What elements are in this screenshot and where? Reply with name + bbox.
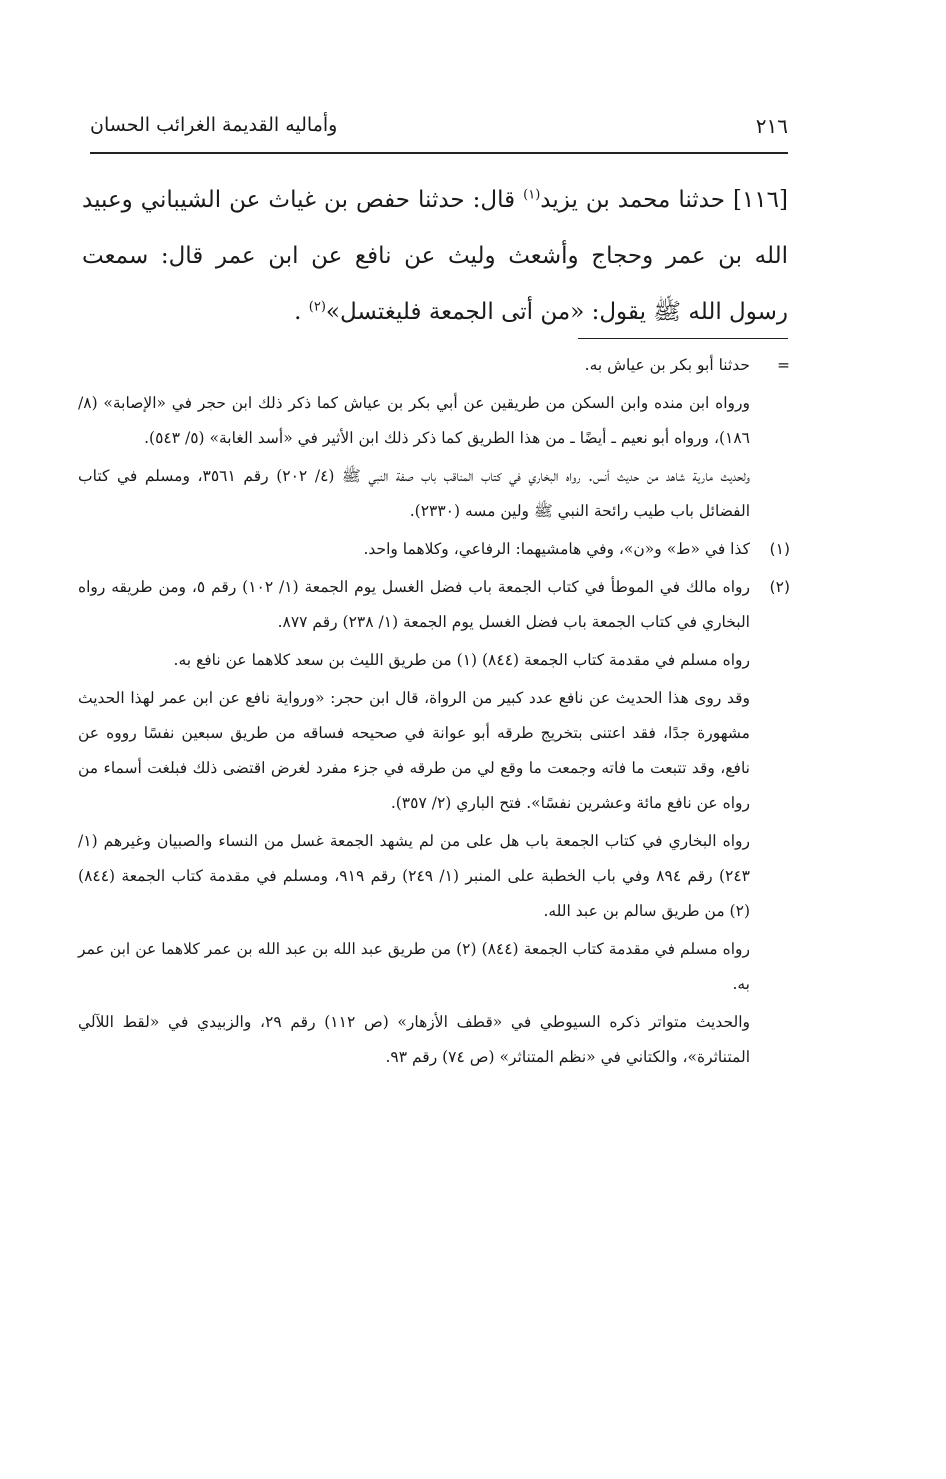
footnote-paragraph: رواه البخاري في كتاب الجمعة باب هل على من لم يشهد الجمعة غسل من النساء والصبيان وغيرهم (١/ ٢٤٣) رقم ٨٩٤ وفي باب الخطبة على المنبر (١/ ٢٤٩) رقم ٩١٩، ومسلم في مقدمة كتاب الجمعة (٨٤٤) (٢) من طريق سالم بن عبد الله.	[78, 832, 750, 920]
hadith-opening: [١١٦] حدثنا محمد بن يزيد	[540, 187, 788, 213]
footnote-paragraph: حدثنا أبو بكر بن عياش به.	[584, 356, 750, 374]
footnote-marker: (١)	[769, 540, 790, 558]
footnote-separator	[578, 338, 788, 339]
footnote-paragraph: رواه مسلم في مقدمة كتاب الجمعة (٨٤٤) (٢) من طريق عبد الله بن عبد الله بن عمر كلاهما عن ابن عمر به.	[78, 940, 750, 993]
footnote-paragraph: والحديث متواتر ذكره السيوطي في «قطف الأزهار» (ص ١١٢) رقم ٢٩، والزبيدي في «لقط اللآلي المتناثرة»، والكتاني في «نظم المتناثر» (ص ٧٤) رقم ٩٣.	[78, 1013, 751, 1066]
hadith-text	[82, 172, 788, 340]
continuation-marker: =	[777, 356, 790, 374]
footnote-paragraph: ولحديث مارية شاهد من حديث أنس. رواه البخاري في كتاب المناقب باب صفة النبي ﷺ (٤/ ٢٠٢) رقم ٣٥٦١، ومسلم في كتاب الفضائل باب طيب رائحة النبي ﷺ ولين مسه (٢٣٣٠).	[78, 467, 750, 520]
page-number: ٢١٦	[755, 114, 788, 138]
hadith-body: قال: حدثنا حفص بن غياث عن الشيباني وعبيد الله بن عمر وحجاج وأشعث وليث عن نافع عن ابن عمر قال: سمعت رسول الله ﷺ يقول: «من أتى الجمعة فليغتسل»	[82, 187, 788, 325]
footnote-ref-2: (٢)	[308, 299, 326, 315]
footnote-paragraph: رواه مسلم في مقدمة كتاب الجمعة (٨٤٤) (١) من طريق الليث بن سعد كلاهما عن نافع به.	[173, 651, 750, 669]
footnote-2	[78, 570, 790, 1075]
footnote-1	[78, 532, 790, 567]
running-title: وأماليه القديمة الغرائب الحسان	[90, 114, 338, 136]
page-header	[90, 112, 788, 154]
footnote-marker: (٢)	[769, 578, 790, 596]
footnote-ref-1: (١)	[523, 187, 541, 203]
footnote-continuation	[78, 348, 790, 529]
footnote-paragraph: ورواه ابن منده وابن السكن من طريقين عن أبي بكر بن عياش كما ذكر ذلك ابن حجر في «الإصابة» (٨/ ١٨٦)، ورواه أبو نعيم ـ أيضًا ـ من هذا الطريق كما ذكر ذلك ابن الأثير في «أسد الغابة» (٥/ ٥٤٣).	[78, 394, 750, 447]
footnote-paragraph: كذا في «ط» و«ن»، وفي هامشيهما: الرفاعي، وكلاهما واحد.	[363, 540, 750, 558]
footnote-paragraph: رواه مالك في الموطأ في كتاب الجمعة باب فضل الغسل يوم الجمعة (١/ ١٠٢) رقم ٥، ومن طريقه رواه البخاري في كتاب الجمعة باب فضل الغسل يوم الجمعة (١/ ٢٣٨) رقم ٨٧٧.	[78, 578, 750, 631]
hadith-end: .	[294, 299, 309, 325]
footnote-paragraph: وقد روى هذا الحديث عن نافع عدد كبير من الرواة، قال ابن حجر: «ورواية نافع عن ابن عمر لهذا الحديث مشهورة جدًا، فقد اعتنى بتخريج طرقه أبو عوانة في صحيحه فساقه من طريق سبعين نفسًا رووه عن نافع، وقد تتبعت ما فاته وجمعت ما وقع لي من طرقه في جزء مفرد لغرض اقتضى ذلك فبلغت أسماء من رواه عن نافع مائة وعشرين نفسًا». فتح الباري (٢/ ٣٥٧).	[78, 689, 750, 812]
footnotes	[78, 348, 790, 1075]
